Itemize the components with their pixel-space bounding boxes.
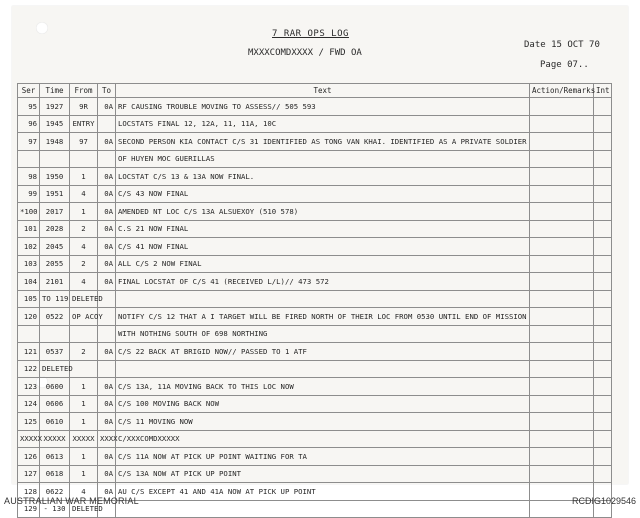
cell-time: 1950: [40, 168, 70, 186]
cell-to: 0A: [98, 255, 116, 273]
cell-ser: 98: [18, 168, 40, 186]
cell-action: [530, 413, 594, 431]
cell-action: [530, 395, 594, 413]
cell-text: [116, 500, 530, 518]
cell-int: [594, 325, 612, 343]
log-date: Date 15 OCT 70: [524, 40, 600, 50]
cell-to: 0A: [98, 220, 116, 238]
cell-to: 0A: [98, 483, 116, 501]
cell-int: [594, 133, 612, 151]
cell-to: 0A: [98, 413, 116, 431]
cell-ser: [18, 325, 40, 343]
cell-from: [70, 360, 98, 378]
cell-text: OF HUYEN MOC GUERILLAS: [116, 150, 530, 168]
cell-time: 2017: [40, 203, 70, 221]
cell-action: [530, 168, 594, 186]
cell-ser: 125: [18, 413, 40, 431]
cell-text: AU C/S EXCEPT 41 AND 41A NOW AT PICK UP POINT: [116, 483, 530, 501]
cell-ser: 96: [18, 115, 40, 133]
cell-ser: 97: [18, 133, 40, 151]
log-title: 7 RAR OPS LOG: [272, 29, 349, 39]
cell-from: 4: [70, 273, 98, 291]
cell-text: RF CAUSING TROUBLE MOVING TO ASSESS// 505 593: [116, 98, 530, 116]
cell-action: [530, 290, 594, 308]
cell-action: [530, 133, 594, 151]
table-row: [18, 360, 612, 378]
table-row: [18, 238, 612, 256]
log-subtitle: MXXXCOMDXXXX / FWD OA: [248, 48, 362, 58]
cell-ser: 104: [18, 273, 40, 291]
punch-hole-top: [36, 22, 48, 34]
cell-int: [594, 255, 612, 273]
cell-int: [594, 308, 612, 326]
cell-from: 1: [70, 203, 98, 221]
cell-time: 1927: [40, 98, 70, 116]
cell-ser: XXXXX: [18, 430, 40, 448]
cell-ser: 123: [18, 378, 40, 396]
archive-reference: RCDIG1029546: [571, 496, 636, 506]
cell-action: [530, 255, 594, 273]
table-row: [18, 308, 612, 326]
cell-int: [594, 395, 612, 413]
cell-ser: 102: [18, 238, 40, 256]
cell-int: [594, 430, 612, 448]
column-header-from: From: [70, 84, 98, 98]
table-row: [18, 465, 612, 483]
cell-time: 0613: [40, 448, 70, 466]
cell-text: C/S 22 BACK AT BRIGID NOW// PASSED TO 1 ATF: [116, 343, 530, 361]
cell-from: XXXXX: [70, 430, 98, 448]
cell-from: 1: [70, 448, 98, 466]
cell-ser: 124: [18, 395, 40, 413]
cell-time: TO 119: [40, 290, 70, 308]
cell-time: 0600: [40, 378, 70, 396]
cell-action: [530, 273, 594, 291]
cell-int: [594, 343, 612, 361]
cell-action: [530, 238, 594, 256]
cell-ser: 127: [18, 465, 40, 483]
cell-to: [98, 115, 116, 133]
cell-int: [594, 98, 612, 116]
table-row: [18, 395, 612, 413]
log-entries: [18, 98, 612, 518]
cell-time: 1945: [40, 115, 70, 133]
cell-int: [594, 465, 612, 483]
cell-text: ALL C/S 2 NOW FINAL: [116, 255, 530, 273]
table-row: [18, 343, 612, 361]
cell-int: [594, 290, 612, 308]
cell-time: 0610: [40, 413, 70, 431]
cell-time: 2045: [40, 238, 70, 256]
cell-ser: 120: [18, 308, 40, 326]
column-header-action: Action/Remarks: [530, 84, 594, 98]
cell-time: 2028: [40, 220, 70, 238]
cell-text: C.S 21 NOW FINAL: [116, 220, 530, 238]
cell-int: [594, 115, 612, 133]
cell-to: XXXX: [98, 430, 116, 448]
cell-text: AMENDED NT LOC C/S 13A ALSUEXOY (510 578): [116, 203, 530, 221]
cell-ser: 121: [18, 343, 40, 361]
cell-to: 0A: [98, 395, 116, 413]
table-row: [18, 290, 612, 308]
cell-from: 9R: [70, 98, 98, 116]
cell-from: 1: [70, 168, 98, 186]
cell-to: 0A: [98, 203, 116, 221]
cell-time: 1948: [40, 133, 70, 151]
cell-time: XXXXX: [40, 430, 70, 448]
cell-text: C/S 13A NOW AT PICK UP POINT: [116, 465, 530, 483]
table-row: [18, 168, 612, 186]
log-page-number: Page 07..: [540, 60, 589, 70]
cell-int: [594, 220, 612, 238]
table-row: [18, 220, 612, 238]
cell-action: [530, 185, 594, 203]
cell-from: 1: [70, 413, 98, 431]
cell-action: [530, 98, 594, 116]
cell-text: [116, 290, 530, 308]
cell-text: C/S 41 NOW FINAL: [116, 238, 530, 256]
cell-text: LOCSTATS FINAL 12, 12A, 11, 11A, 10C: [116, 115, 530, 133]
cell-from: [70, 150, 98, 168]
table-row: [18, 448, 612, 466]
cell-from: 1: [70, 378, 98, 396]
table-row: [18, 203, 612, 221]
cell-to: [98, 325, 116, 343]
cell-text: C/XXXCOMDXXXXX: [116, 430, 530, 448]
cell-ser: 105: [18, 290, 40, 308]
cell-time: [40, 325, 70, 343]
table-header-row: [18, 84, 612, 98]
cell-ser: 101: [18, 220, 40, 238]
cell-int: [594, 168, 612, 186]
cell-text: FINAL LOCSTAT OF C/S 41 (RECEIVED L/L)// 473 572: [116, 273, 530, 291]
cell-to: 0A: [98, 273, 116, 291]
cell-text: C/S 100 MOVING BACK NOW: [116, 395, 530, 413]
cell-text: C/S 43 NOW FINAL: [116, 185, 530, 203]
cell-time: 0522: [40, 308, 70, 326]
cell-to: 0A: [98, 448, 116, 466]
cell-ser: 126: [18, 448, 40, 466]
cell-ser: *100: [18, 203, 40, 221]
cell-int: [594, 360, 612, 378]
cell-int: [594, 448, 612, 466]
cell-to: 0A: [98, 168, 116, 186]
table-row: [18, 273, 612, 291]
table-row: [18, 430, 612, 448]
cell-ser: [18, 150, 40, 168]
cell-int: [594, 273, 612, 291]
cell-text: C/S 13A, 11A MOVING BACK TO THIS LOC NOW: [116, 378, 530, 396]
cell-from: [70, 325, 98, 343]
cell-action: [530, 378, 594, 396]
table-row: [18, 133, 612, 151]
cell-text: C/S 11A NOW AT PICK UP POINT WAITING FOR TA: [116, 448, 530, 466]
table-row: [18, 325, 612, 343]
cell-to: [98, 360, 116, 378]
cell-to: 0A: [98, 343, 116, 361]
cell-time: - 130: [40, 500, 70, 518]
column-header-ser: Ser: [18, 84, 40, 98]
cell-int: [594, 413, 612, 431]
cell-text: SECOND PERSON KIA CONTACT C/S 31 IDENTIFIED AS TONG VAN KHAI. IDENTIFIED AS A PRIVATE SOLDIER: [116, 133, 530, 151]
cell-int: [594, 203, 612, 221]
cell-to: 0A: [98, 378, 116, 396]
cell-to: [98, 150, 116, 168]
cell-text: LOCSTAT C/S 13 & 13A NOW FINAL.: [116, 168, 530, 186]
cell-to: 0A: [98, 465, 116, 483]
cell-action: [530, 448, 594, 466]
cell-ser: 95: [18, 98, 40, 116]
cell-action: [530, 325, 594, 343]
cell-action: [530, 343, 594, 361]
cell-from: DELETED: [70, 500, 98, 518]
cell-time: 0537: [40, 343, 70, 361]
column-header-to: To: [98, 84, 116, 98]
cell-from: 2: [70, 343, 98, 361]
cell-to: 0A: [98, 238, 116, 256]
cell-time: 0622: [40, 483, 70, 501]
cell-from: DELETED: [70, 290, 98, 308]
cell-to: 0A: [98, 133, 116, 151]
cell-from: OP ACOY: [70, 308, 98, 326]
cell-action: [530, 465, 594, 483]
cell-int: [594, 150, 612, 168]
cell-from: 97: [70, 133, 98, 151]
archive-credit: AUSTRALIAN WAR MEMORIAL: [4, 496, 139, 506]
cell-ser: 122: [18, 360, 40, 378]
cell-to: 0A: [98, 185, 116, 203]
table-row: [18, 185, 612, 203]
cell-from: ENTRY: [70, 115, 98, 133]
cell-from: 4: [70, 238, 98, 256]
cell-action: [530, 115, 594, 133]
cell-time: 2055: [40, 255, 70, 273]
cell-from: 4: [70, 483, 98, 501]
column-header-text: Text: [116, 84, 530, 98]
cell-action: [530, 150, 594, 168]
cell-time: [40, 150, 70, 168]
cell-time: DELETED: [40, 360, 70, 378]
table-row: [18, 413, 612, 431]
cell-action: [530, 430, 594, 448]
cell-int: [594, 378, 612, 396]
cell-action: [530, 203, 594, 221]
cell-ser: 99: [18, 185, 40, 203]
cell-action: [530, 308, 594, 326]
column-header-time: Time: [40, 84, 70, 98]
cell-from: 2: [70, 220, 98, 238]
column-header-int: Int: [594, 84, 612, 98]
cell-ser: 128: [18, 483, 40, 501]
cell-int: [594, 238, 612, 256]
table-row: [18, 115, 612, 133]
cell-time: 1951: [40, 185, 70, 203]
cell-action: [530, 220, 594, 238]
cell-text: NOTIFY C/S 12 THAT A I TARGET WILL BE FIRED NORTH OF THEIR LOC FROM 0530 UNTIL END OF MISSION: [116, 308, 530, 326]
cell-time: 0618: [40, 465, 70, 483]
cell-time: 2101: [40, 273, 70, 291]
cell-from: 1: [70, 395, 98, 413]
cell-int: [594, 185, 612, 203]
ops-log-table: [17, 83, 612, 518]
cell-text: [116, 360, 530, 378]
cell-to: 0A: [98, 98, 116, 116]
cell-ser: 103: [18, 255, 40, 273]
cell-action: [530, 360, 594, 378]
cell-from: 2: [70, 255, 98, 273]
cell-ser: 129: [18, 500, 40, 518]
table-row: [18, 150, 612, 168]
cell-text: WITH NOTHING SOUTH OF 698 NORTHING: [116, 325, 530, 343]
table-row: [18, 255, 612, 273]
cell-from: 4: [70, 185, 98, 203]
table-row: [18, 98, 612, 116]
cell-text: C/S 11 MOVING NOW: [116, 413, 530, 431]
cell-from: 1: [70, 465, 98, 483]
cell-time: 0606: [40, 395, 70, 413]
table-row: [18, 378, 612, 396]
